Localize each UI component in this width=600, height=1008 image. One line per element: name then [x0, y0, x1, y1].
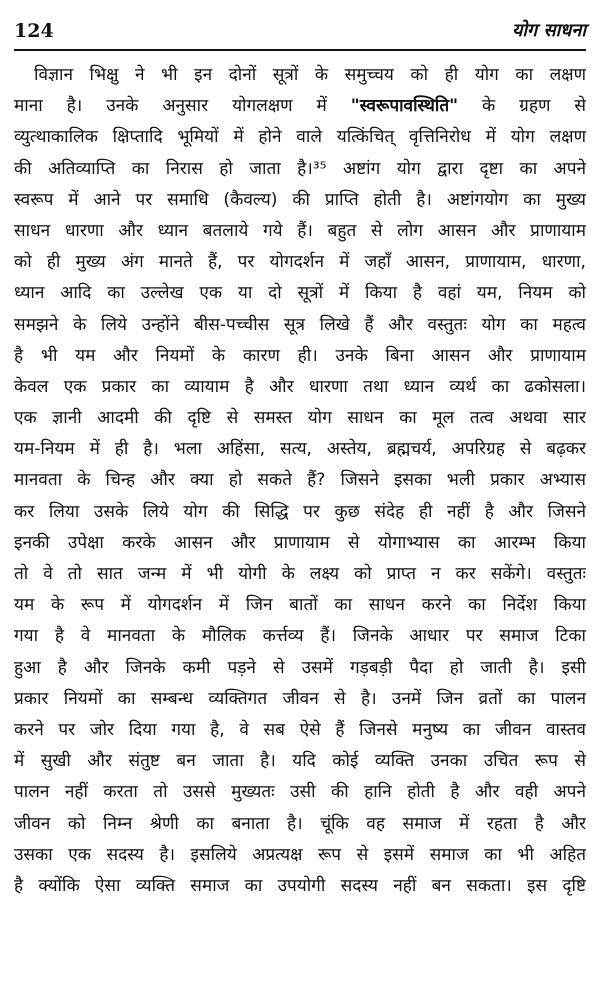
text-line: साधन धारणा और ध्यान बतलाये गये हैं। बहुत से लोग आसन और प्राणायाम — [14, 220, 586, 241]
text-segment: के ग्रहण से — [482, 96, 586, 117]
text-line: व्युत्थाकालिक क्षिप्तादि भूमियों में होने वाले यत्किंचित् वृत्तिनिरोध में योग लक्षण — [14, 127, 586, 148]
text-segment: माना है। उनके अनुसार योगलक्षण में — [14, 96, 327, 117]
text-line: है भी यम और नियमों के कारण ही। उनके बिना आसन और प्राणायाम — [14, 345, 586, 366]
text-line: है क्योंकि ऐसा व्यक्ति समाज का उपयोगी सदस्य नहीं बन सकता। इस दृष्टि — [14, 875, 586, 896]
text-line: विज्ञान भिक्षु ने भी इन दोनों सूत्रों के समुच्चय को ही योग का लक्षण — [34, 65, 586, 85]
text-line: पालन नहीं करता तो उससे मुख्यतः उसी की हानि होती है और वही अपने — [14, 782, 586, 803]
text-line: को ही मुख्य अंग मानते हैं, पर योगदर्शन में जहाँ आसन, प्राणायाम, धारणा, — [14, 252, 586, 273]
page-header — [14, 18, 586, 52]
text-line: केवल एक प्रकार का व्यायाम है और धारणा तथा ध्यान व्यर्थ का ढकोसला। — [14, 376, 586, 397]
text-line: कर लिया उसके लिये योग की सिद्धि पर कुछ संदेह ही नहीं है और जिसने — [14, 501, 586, 522]
text-line: प्रकार नियमों का सम्बन्ध व्यक्तिगत जीवन से है। उनमें जिन व्रतों का पालन — [14, 688, 586, 709]
body-paragraph — [14, 60, 586, 902]
text-line: यम के रूप में योगदर्शन में जिन बातों का साधन करने का निर्देश किया — [14, 595, 586, 616]
text-line: एक ज्ञानी आदमी की दृष्टि से समस्त योग साधन का मूल तत्व अथवा सार — [14, 408, 586, 429]
emphasized-term: "स्वरूपावस्थिति" — [350, 96, 459, 117]
text-line: उसका एक सदस्य है। इसलिये अप्रत्यक्ष रूप से इसमें समाज का भी अहित — [14, 844, 586, 865]
text-line: जीवन को निम्न श्रेणी का बनाता है। चूंकि वह समाज में रहता है और — [14, 813, 586, 834]
text-line: हुआ है और जिनके कमी पड़ने से उसमें गड़बड़ी पैदा हो जाती है। इसी — [14, 657, 586, 678]
text-line: तो वे तो सात जन्म में भी योगी के लक्ष्य को प्राप्त न कर सकेंगे। वस्तुतः — [14, 564, 586, 584]
text-line — [14, 91, 586, 122]
text-line: मानवता के चिन्ह और क्या हो सकते हैं? जिसने इसका भली प्रकार अभ्यास — [14, 470, 586, 491]
text-line: ध्यान आदि का उल्लेख एक या दो सूत्रों में किया है वहां यम, नियम को — [14, 283, 586, 304]
text-line: यम-नियम में ही है। भला अहिंसा, सत्य, अस्तेय, ब्रह्मचर्य, अपरिग्रह से बढ़कर — [14, 439, 586, 460]
header-rule — [14, 49, 586, 51]
text-line: में सुखी और संतुष्ट बन जाता है। यदि कोई व्यक्ति उनका उचित रूप से — [14, 751, 586, 772]
text-line: की अतिव्याप्ति का निरास हो जाता है।³⁵ अष्टांग योग द्वारा दृष्टा का अपने — [14, 158, 586, 179]
running-title: योग साधना — [511, 20, 586, 41]
text-line: गया है वे मानवता के मौलिक कर्त्तव्य हैं। जिनके आधार पर समाज टिका — [14, 626, 586, 647]
text-line: समझने के लिये उन्होंने बीस-पच्चीस सूत्र लिखे हैं और वस्तुतः योग का महत्व — [14, 314, 586, 335]
text-line: इनकी उपेक्षा करके आसन और प्राणायाम से योगाभ्यास का आरम्भ किया — [14, 532, 586, 553]
text-line: करने पर जोर दिया गया है, वे सब ऐसे हैं जिनसे मनुष्य का जीवन वास्तव — [14, 719, 586, 740]
page-number: 124 — [14, 20, 54, 42]
text-line: स्वरूप में आने पर समाधि (कैवल्य) की प्राप्ति होती है। अष्टांगयोग का मुख्य — [14, 189, 586, 210]
